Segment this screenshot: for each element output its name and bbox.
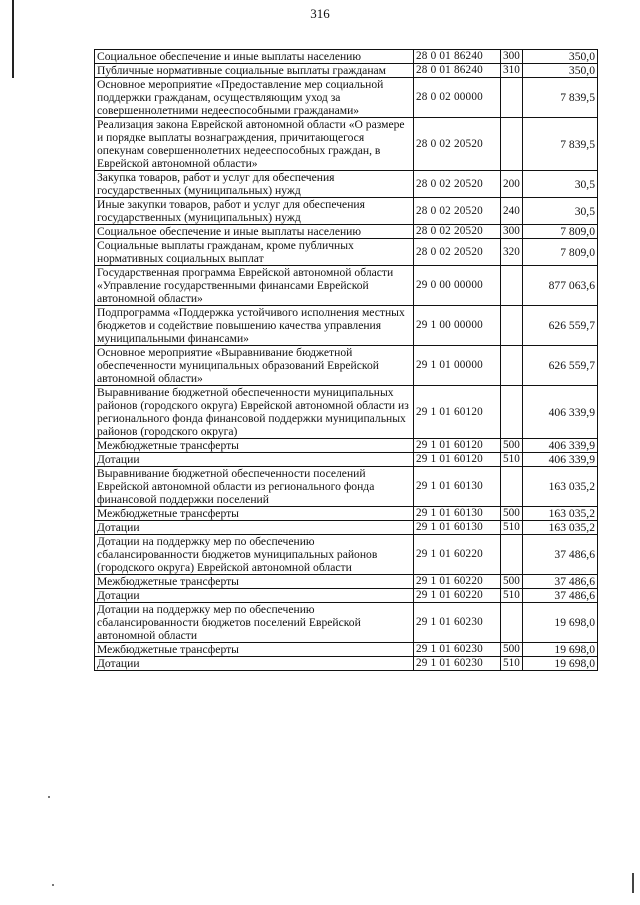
expense-type-code-cell — [501, 603, 523, 643]
row-name-cell: Основное мероприятие «Предоставление мер социальной поддержки гражданам, осуществляющим уход за совершеннолетними недееспособными гражданами» — [95, 78, 414, 118]
expense-type-code-cell: 300 — [501, 225, 523, 239]
target-article-code-cell: 28 0 02 20520 — [414, 171, 501, 198]
amount-cell: 163 035,2 — [523, 507, 598, 521]
expense-type-code-cell — [501, 266, 523, 306]
table-row — [95, 50, 598, 64]
amount-cell: 30,5 — [523, 171, 598, 198]
expense-type-code-cell: 510 — [501, 589, 523, 603]
table-row — [95, 657, 598, 671]
amount-cell: 163 035,2 — [523, 467, 598, 507]
expense-type-code-cell: 510 — [501, 453, 523, 467]
expense-type-code-cell: 300 — [501, 50, 523, 64]
table-row — [95, 589, 598, 603]
target-article-code-cell: 29 0 00 00000 — [414, 266, 501, 306]
table-row — [95, 266, 598, 306]
table-row — [95, 346, 598, 386]
table-row — [95, 467, 598, 507]
table-row — [95, 239, 598, 266]
amount-cell: 406 339,9 — [523, 386, 598, 439]
target-article-code-cell: 29 1 01 60130 — [414, 521, 501, 535]
row-name-cell: Дотации — [95, 589, 414, 603]
amount-cell: 626 559,7 — [523, 306, 598, 346]
row-name-cell: Выравнивание бюджетной обеспеченности муниципальных районов (городского округа) Еврейской автономной области из регионального фонда финансовой поддержки муниципальных районов (городского округа) — [95, 386, 414, 439]
target-article-code-cell: 29 1 01 60230 — [414, 657, 501, 671]
amount-cell: 37 486,6 — [523, 575, 598, 589]
table-row — [95, 521, 598, 535]
expense-type-code-cell: 500 — [501, 575, 523, 589]
row-name-cell: Социальное обеспечение и иные выплаты населению — [95, 225, 414, 239]
target-article-code-cell: 29 1 01 60120 — [414, 386, 501, 439]
amount-cell: 7 809,0 — [523, 225, 598, 239]
target-article-code-cell: 29 1 01 00000 — [414, 346, 501, 386]
target-article-code-cell: 29 1 01 60120 — [414, 453, 501, 467]
amount-cell: 406 339,9 — [523, 439, 598, 453]
amount-cell: 877 063,6 — [523, 266, 598, 306]
amount-cell: 30,5 — [523, 198, 598, 225]
table-row — [95, 306, 598, 346]
row-name-cell: Социальные выплаты гражданам, кроме публичных нормативных социальных выплат — [95, 239, 414, 266]
expense-type-code-cell: 510 — [501, 521, 523, 535]
amount-cell: 7 839,5 — [523, 78, 598, 118]
target-article-code-cell: 28 0 02 20520 — [414, 239, 501, 266]
row-name-cell: Выравнивание бюджетной обеспеченности поселений Еврейской автономной области из регионального фонда финансовой поддержки поселений — [95, 467, 414, 507]
target-article-code-cell: 28 0 01 86240 — [414, 50, 501, 64]
row-name-cell: Закупка товаров, работ и услуг для обеспечения государственных (муниципальных) нужд — [95, 171, 414, 198]
expense-type-code-cell: 500 — [501, 507, 523, 521]
table-row — [95, 603, 598, 643]
row-name-cell: Дотации — [95, 521, 414, 535]
expense-type-code-cell — [501, 118, 523, 171]
row-name-cell: Дотации — [95, 657, 414, 671]
expense-type-code-cell — [501, 78, 523, 118]
amount-cell: 19 698,0 — [523, 643, 598, 657]
expense-type-code-cell: 500 — [501, 643, 523, 657]
target-article-code-cell: 28 0 01 86240 — [414, 64, 501, 78]
expense-type-code-cell — [501, 346, 523, 386]
table-row — [95, 575, 598, 589]
amount-cell: 163 035,2 — [523, 521, 598, 535]
row-name-cell: Подпрограмма «Поддержка устойчивого исполнения местных бюджетов и содействие повышению качества управления муниципальными финансами» — [95, 306, 414, 346]
table-row — [95, 507, 598, 521]
row-name-cell: Публичные нормативные социальные выплаты гражданам — [95, 64, 414, 78]
amount-cell: 626 559,7 — [523, 346, 598, 386]
table-row — [95, 118, 598, 171]
target-article-code-cell: 28 0 02 20520 — [414, 118, 501, 171]
amount-cell: 350,0 — [523, 50, 598, 64]
expense-type-code-cell: 200 — [501, 171, 523, 198]
scan-speck — [48, 796, 50, 798]
amount-cell: 7 839,5 — [523, 118, 598, 171]
amount-cell: 37 486,6 — [523, 535, 598, 575]
target-article-code-cell: 29 1 00 00000 — [414, 306, 501, 346]
row-name-cell: Дотации на поддержку мер по обеспечению сбалансированности бюджетов поселений Еврейской автономной области — [95, 603, 414, 643]
row-name-cell: Дотации на поддержку мер по обеспечению сбалансированности бюджетов муниципальных районов (городского округа) Еврейской автономной области — [95, 535, 414, 575]
expense-type-code-cell: 510 — [501, 657, 523, 671]
table-row — [95, 198, 598, 225]
target-article-code-cell: 29 1 01 60230 — [414, 603, 501, 643]
row-name-cell: Межбюджетные трансферты — [95, 439, 414, 453]
row-name-cell: Межбюджетные трансферты — [95, 643, 414, 657]
expense-type-code-cell — [501, 535, 523, 575]
table-row — [95, 439, 598, 453]
expense-type-code-cell — [501, 467, 523, 507]
amount-cell: 37 486,6 — [523, 589, 598, 603]
amount-cell: 19 698,0 — [523, 657, 598, 671]
table-row — [95, 453, 598, 467]
scan-speck — [52, 884, 54, 886]
row-name-cell: Межбюджетные трансферты — [95, 507, 414, 521]
expense-type-code-cell: 500 — [501, 439, 523, 453]
target-article-code-cell: 29 1 01 60220 — [414, 589, 501, 603]
target-article-code-cell: 28 0 02 20520 — [414, 198, 501, 225]
target-article-code-cell: 28 0 02 20520 — [414, 225, 501, 239]
budget-table — [94, 49, 598, 671]
table-row — [95, 535, 598, 575]
target-article-code-cell: 29 1 01 60130 — [414, 507, 501, 521]
row-name-cell: Иные закупки товаров, работ и услуг для обеспечения государственных (муниципальных) нужд — [95, 198, 414, 225]
row-name-cell: Межбюджетные трансферты — [95, 575, 414, 589]
row-name-cell: Государственная программа Еврейской автономной области «Управление государственными финансами Еврейской автономной области» — [95, 266, 414, 306]
expense-type-code-cell: 240 — [501, 198, 523, 225]
amount-cell: 19 698,0 — [523, 603, 598, 643]
target-article-code-cell: 29 1 01 60130 — [414, 467, 501, 507]
table-row — [95, 171, 598, 198]
expense-type-code-cell — [501, 386, 523, 439]
table-row — [95, 225, 598, 239]
target-article-code-cell: 28 0 02 00000 — [414, 78, 501, 118]
row-name-cell: Дотации — [95, 453, 414, 467]
target-article-code-cell: 29 1 01 60120 — [414, 439, 501, 453]
expense-type-code-cell: 310 — [501, 64, 523, 78]
expense-type-code-cell — [501, 306, 523, 346]
page-number: 316 — [310, 6, 330, 21]
amount-cell: 7 809,0 — [523, 239, 598, 266]
row-name-cell: Основное мероприятие «Выравнивание бюджетной обеспеченности муниципальных образований Еврейской автономной области» — [95, 346, 414, 386]
table-row — [95, 386, 598, 439]
amount-cell: 406 339,9 — [523, 453, 598, 467]
row-name-cell: Реализация закона Еврейской автономной области «О размере и порядке выплаты вознаграждения, причитающегося опекунам совершеннолетних недееспособных граждан, в Еврейской автономной области» — [95, 118, 414, 171]
target-article-code-cell: 29 1 01 60230 — [414, 643, 501, 657]
target-article-code-cell: 29 1 01 60220 — [414, 575, 501, 589]
table-row — [95, 64, 598, 78]
amount-cell: 350,0 — [523, 64, 598, 78]
table-row — [95, 643, 598, 657]
scan-edge-mark — [632, 873, 634, 893]
row-name-cell: Социальное обеспечение и иные выплаты населению — [95, 50, 414, 64]
target-article-code-cell: 29 1 01 60220 — [414, 535, 501, 575]
budget-table-body — [95, 50, 598, 671]
expense-type-code-cell: 320 — [501, 239, 523, 266]
table-row — [95, 78, 598, 118]
